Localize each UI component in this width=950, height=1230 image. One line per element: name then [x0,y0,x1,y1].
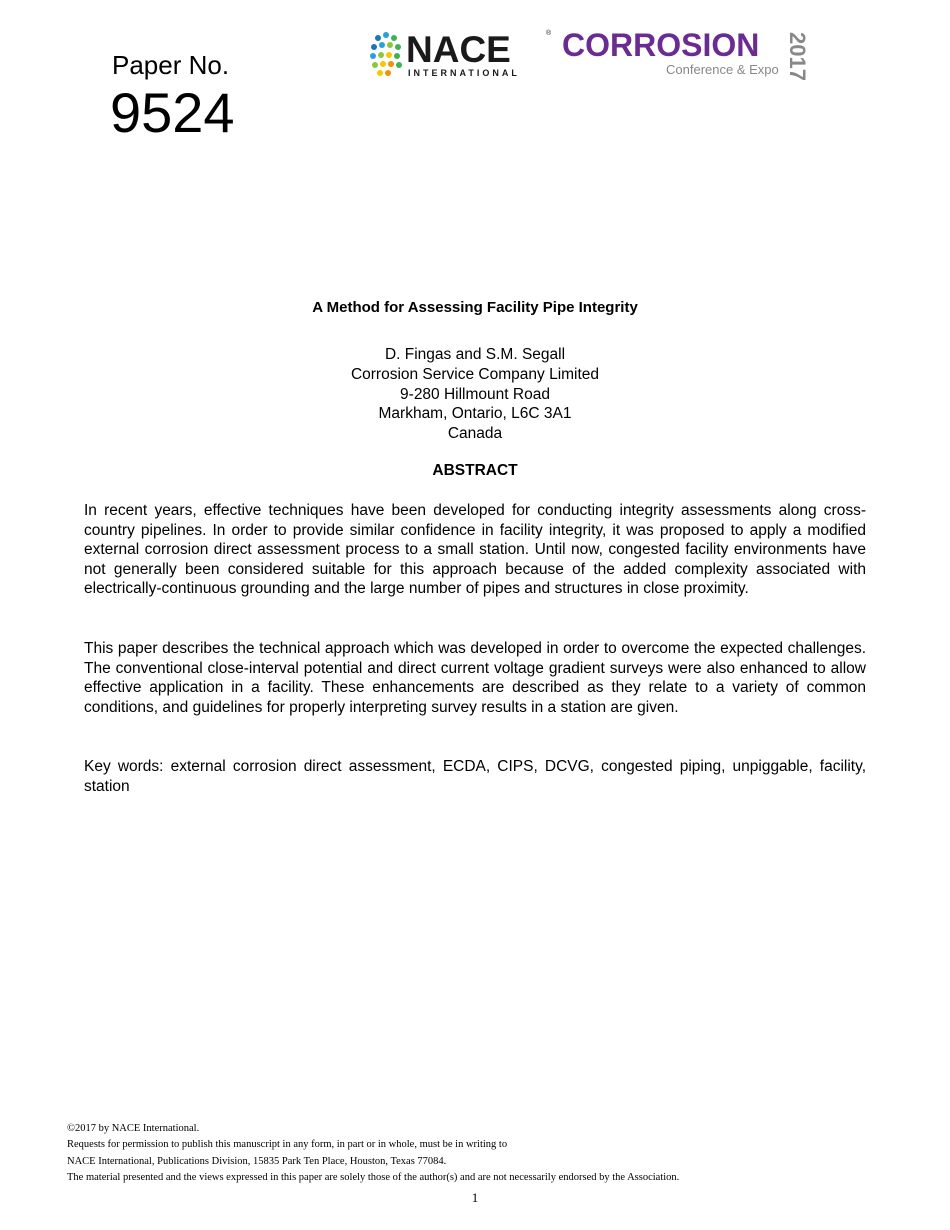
nace-globe-icon [370,32,402,76]
footer-notice [67,1121,679,1187]
corrosion-logo-text: CORROSION [562,27,760,63]
footer-line-3: NACE International, Publications Division, 15835 Park Ten Place, Houston, Texas 77084. [67,1155,447,1167]
footer-line-2: Requests for permission to publish this manuscript in any form, in part or in whole, must be in writing to [67,1139,508,1151]
author-affiliation: Corrosion Service Company Limited [350,365,600,383]
abstract-paragraph-1: In recent years, effective techniques have been developed for conducting integrity assessments along cross-country pipelines. In order to provide similar confidence in facility integrity, it was proposed to apply a modified external corrosion direct assessment process to a small station. Until now, congested facility environments have not generally been considered suitable for this approach because of the added complexity associated with electrically-continuous grounding and the large number of pipes and structures in close proximity. [84,502,866,598]
footer-copyright: ©2017 by NACE International. [67,1123,200,1134]
corrosion-logo-year: 2017 [785,32,810,81]
paper-title: A Method for Assessing Facility Pipe Integrity [312,299,638,316]
corrosion-logo-subtext: Conference & Expo [666,62,779,77]
footer-line-4: The material presented and the views expressed in this paper are solely those of the author(s) and are not necessarily endorsed by the Association. [67,1172,680,1184]
author-address-line2: Markham, Ontario, L6C 3A1 [378,405,572,423]
author-address-line1: 9-280 Hillmount Road [400,385,550,403]
corrosion-conference-logo [560,26,825,82]
nace-logo [368,26,558,82]
author-names: D. Fingas and S.M. Segall [384,346,566,363]
author-block [0,345,950,444]
keywords: Key words: external corrosion direct assessment, ECDA, CIPS, DCVG, congested piping, unpiggable, facility, station [84,758,866,795]
abstract-paragraph-2: This paper describes the technical approach which was developed in order to overcome the expected challenges. The conventional close-interval potential and direct current voltage gradient surveys were also enhanced to allow effective application in a facility. These enhancements are described as they relate to a variety of common conditions, and guidelines for properly interpreting survey results in a station are given. [84,640,866,716]
paper-number: 9524 [110,81,235,144]
nace-logo-text: NACE [406,29,511,70]
abstract-heading: ABSTRACT [432,462,518,479]
page-number: 1 [471,1190,479,1205]
nace-logo-subtext: INTERNATIONAL [408,68,520,78]
author-country: Canada [447,425,503,443]
svg-text:®: ® [546,30,552,37]
paper-number-label: Paper No. [112,50,230,80]
